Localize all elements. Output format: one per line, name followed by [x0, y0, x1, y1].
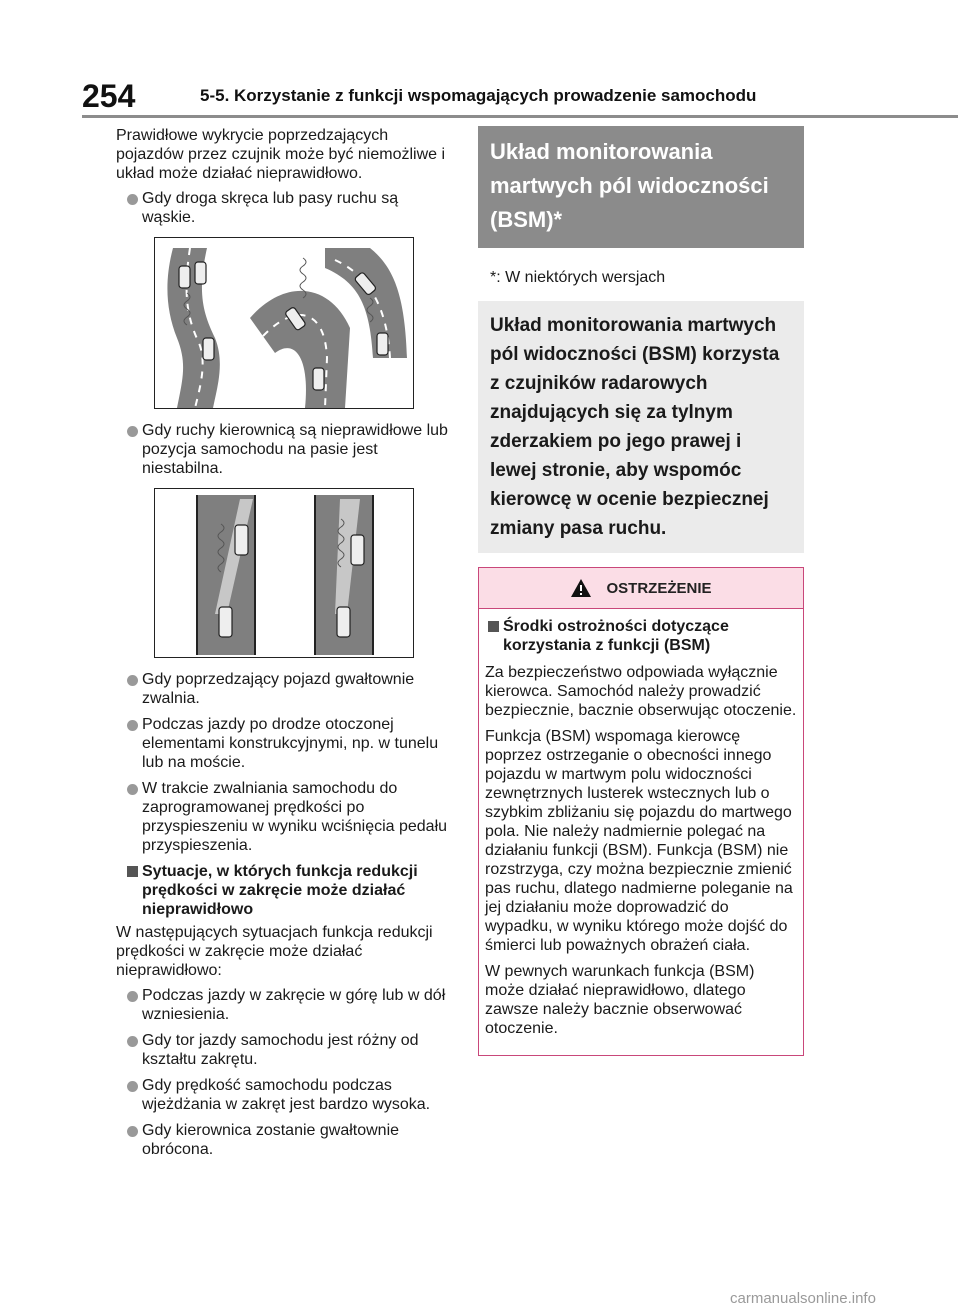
bullet-dot-icon — [127, 1126, 138, 1137]
warning-paragraph: Za bezpieczeństwo odpowiada wyłącznie kierowca. Samochód należy prowadzić bezpiecznie, bacznie obserwując otoczenie. — [485, 664, 797, 719]
list-item: Gdy poprzedzający pojazd gwałtownie zwalnia. — [116, 670, 452, 708]
warning-paragraph: Funkcja (BSM) wspomaga kierowcę poprzez ostrzeganie o obecności innego pojazdu w martwym polu widoczności zewnętrznych lusterek wstecznych lub o szybkim zbliżaniu się pojazdu do martwego pola. Nie należy nadmiernie polegać na działaniu funkcji (BSM). Funkcja (BSM) nie rozstrzyga, czy można bezpiecznie zmienić pas ruchu, dlatego nadmierne poleganie na jej działaniu może doprowadzić do wypadku, w wyniku którego może dojść do śmierci lub poważnych obrażeń ciała. — [485, 728, 793, 954]
section-title-banner: Układ monitorowania martwych pól widoczności (BSM)* — [478, 126, 804, 248]
curved-road-illustration — [154, 237, 414, 409]
watermark: carmanualsonline.info — [730, 1290, 876, 1307]
bullet-dot-icon — [127, 194, 138, 205]
chapter-title: 5-5. Korzystanie z funkcji wspomagających prowadzenie samochodu — [200, 86, 757, 105]
bullet-dot-icon — [127, 1081, 138, 1092]
list-item: Gdy kierownica zostanie gwałtownie obrócona. — [116, 1121, 452, 1159]
bullet-dot-icon — [127, 426, 138, 437]
bullet-dot-icon — [127, 1036, 138, 1047]
list-item: W trakcie zwalniania samochodu do zaprogramowanej prędkości po przyspieszeniu w wyniku wciśnięcia pedału przyspieszenia. — [116, 779, 452, 855]
list-item: Podczas jazdy po drodze otoczonej elementami konstrukcyjnymi, np. w tunelu lub na moście. — [116, 715, 452, 772]
intro-text: Prawidłowe wykrycie poprzedzających pojazdów przez czujnik może być niemożliwe i układ może działać nieprawidłowo. — [116, 127, 446, 182]
list-item: Gdy droga skręca lub pasy ruchu są wąskie. — [116, 189, 452, 227]
bullet-dot-icon — [127, 991, 138, 1002]
header-rule — [82, 115, 958, 118]
page-number: 254 — [82, 78, 136, 114]
unstable-lane-position-illustration — [154, 488, 414, 658]
warning-triangle-icon — [570, 578, 592, 598]
right-column — [478, 126, 804, 1056]
section-intro: W następujących sytuacjach funkcja redukcji prędkości w zakręcie może działać nieprawidłowo: — [116, 924, 433, 979]
list-item: Gdy tor jazdy samochodu jest różny od kształtu zakrętu. — [116, 1031, 452, 1069]
summary-box: Układ monitorowania martwych pól widoczności (BSM) korzystа z czujników radarowych znajdujących się za tylnym zderzakiem po jego prawej i lewej stronie, aby wspomóc kierowcę w ocenie bezpiecznej zmiany pasa ruchu. — [478, 301, 804, 553]
bullet-dot-icon — [127, 675, 138, 686]
warning-body — [479, 609, 803, 1055]
warning-box — [478, 567, 804, 1056]
list-item: Podczas jazdy w zakręcie w górę lub w dół wzniesienia. — [116, 986, 452, 1024]
bullet-dot-icon — [127, 720, 138, 731]
warning-paragraph: W pewnych warunkach funkcja (BSM) może działać nieprawidłowo, dlatego zawsze należy bacznie obserwować otoczenie. — [485, 963, 755, 1037]
section-square-icon — [127, 866, 138, 877]
section-square-icon — [488, 621, 499, 632]
footnote: *: W niektórych wersjach — [490, 269, 666, 286]
left-column — [116, 126, 452, 1166]
warning-header — [479, 568, 803, 609]
warning-label: OSTRZEŻENIE — [606, 579, 712, 597]
bullet-dot-icon — [127, 784, 138, 795]
list-item: Gdy prędkość samochodu podczas wjeżdżania w zakręt jest bardzo wysoka. — [116, 1076, 452, 1114]
page-header — [0, 0, 960, 120]
list-item: Gdy ruchy kierownicą są nieprawidłowe lub pozycja samochodu na pasie jest niestabilna. — [116, 421, 452, 478]
section-heading: Sytuacje, w których funkcja redukcji prędkości w zakręcie może działać nieprawidłowo — [116, 862, 452, 919]
warning-heading: Środki ostrożności dotyczące korzystania z funkcji (BSM) — [485, 617, 797, 655]
